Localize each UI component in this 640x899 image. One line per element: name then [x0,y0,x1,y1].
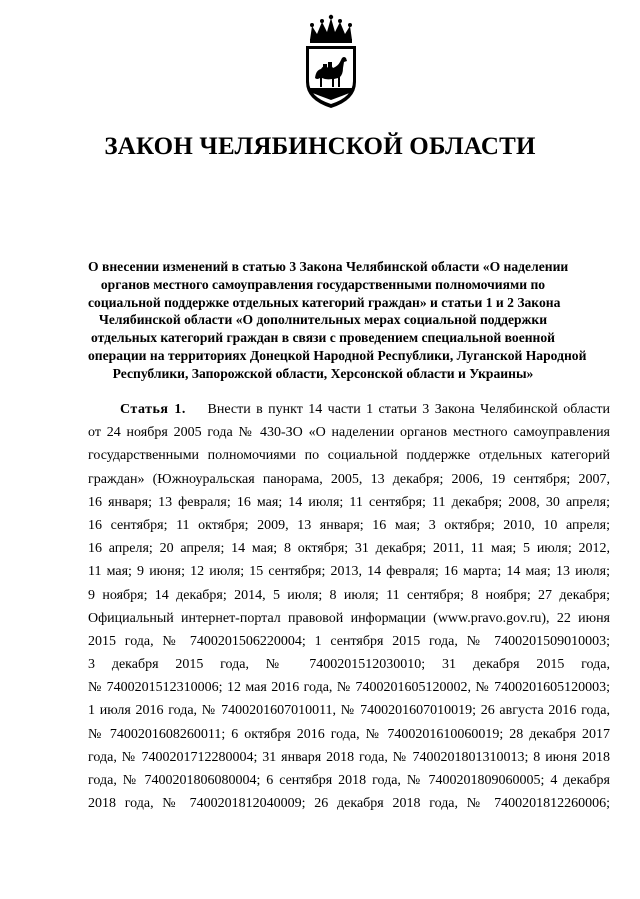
body-line: от 24 ноября 2005 года № 430-ЗО «О наделении органов местного самоуправления [88,425,610,441]
body-line: 16 января; 13 февраля; 16 мая; 14 июля; 11 сентября; 11 декабря; 2008, 30 апреля; [88,494,610,510]
subtitle-line: операции на территориях Донецкой Народной Республики, Луганской Народной [88,347,587,363]
coat-of-arms-icon [302,14,360,110]
body-line: 9 ноября; 14 декабря; 2014, 5 июля; 8 июля; 11 сентября; 8 ноября; 27 декабря; [88,587,610,603]
subtitle-line: Республики, Запорожской области, Херсонской области и Украины» [112,365,534,381]
body-line: 16 апреля; 20 апреля; 14 мая; 8 октября; 31 декабря; 2011, 11 мая; 5 июля; 2012, [88,541,610,557]
body-line: граждан» (Южноуральская панорама, 2005, 13 декабря; 2006, 19 сентября; 2007, [88,471,610,487]
body-line: 3 декабря 2015 года, № 7400201512030010; 31 декабря 2015 года, [88,657,610,673]
body-line: года, № 7400201712280004; 31 января 2018 года, № 7400201801310013; 8 июня 2018 [88,749,610,765]
subtitle-line: Челябинской области «О дополнительных мерах социальной поддержки [98,312,548,328]
body-line [88,398,610,421]
document-title: ЗАКОН ЧЕЛЯБИНСКОЙ ОБЛАСТИ [104,133,536,160]
body-line: государственными полномочиями по социальной поддержке отдельных категорий [88,448,610,464]
body-line: года, № 7400201806080004; 6 сентября 2018 года, № 7400201809060005; 4 декабря [88,773,610,788]
body-line: № 7400201608260011; 6 октября 2016 года, № 7400201610060019; 28 декабря 2017 [88,726,610,742]
body-line: 2015 года, № 7400201506220004; 1 сентября 2015 года, № 7400201509010003; [88,633,610,649]
body-line: 11 мая; 9 июня; 12 июля; 15 сентября; 2013, 14 февраля; 16 марта; 14 мая; 13 июля; [88,564,610,580]
body-line: 1 июля 2016 года, № 7400201607010011, № 7400201607010019; 26 августа 2016 года, [88,703,610,719]
document-subtitle [88,258,587,383]
body-line: 2018 года, № 7400201812040009; 26 декабря 2018 года, № 7400201812260006; [88,796,610,812]
body-line: Официальный интернет-портал правовой информации (www.pravo.gov.ru), 22 июня [88,610,610,626]
body-line: 16 сентября; 11 октября; 2009, 13 января; 16 мая; 3 октября; 2010, 10 апреля; [88,517,610,533]
subtitle-line: органов местного самоуправления государственными полномочиями по [100,276,546,292]
body-line: № 7400201512310006; 12 мая 2016 года, № 7400201605120002, № 7400201605120003; [88,680,610,696]
article-label: Статья 1. [120,402,186,417]
subtitle-line: социальной поддержке отдельных категорий граждан» и статьи 1 и 2 Закона [88,294,561,310]
subtitle-line: О внесении изменений в статью 3 Закона Челябинской области «О наделении [88,259,569,274]
body-line-text: Внести в пункт 14 части 1 статьи 3 Закона Челябинской области [207,402,610,417]
article-body [88,398,610,815]
subtitle-line: отдельных категорий граждан в связи с проведением специальной военной [90,330,556,346]
